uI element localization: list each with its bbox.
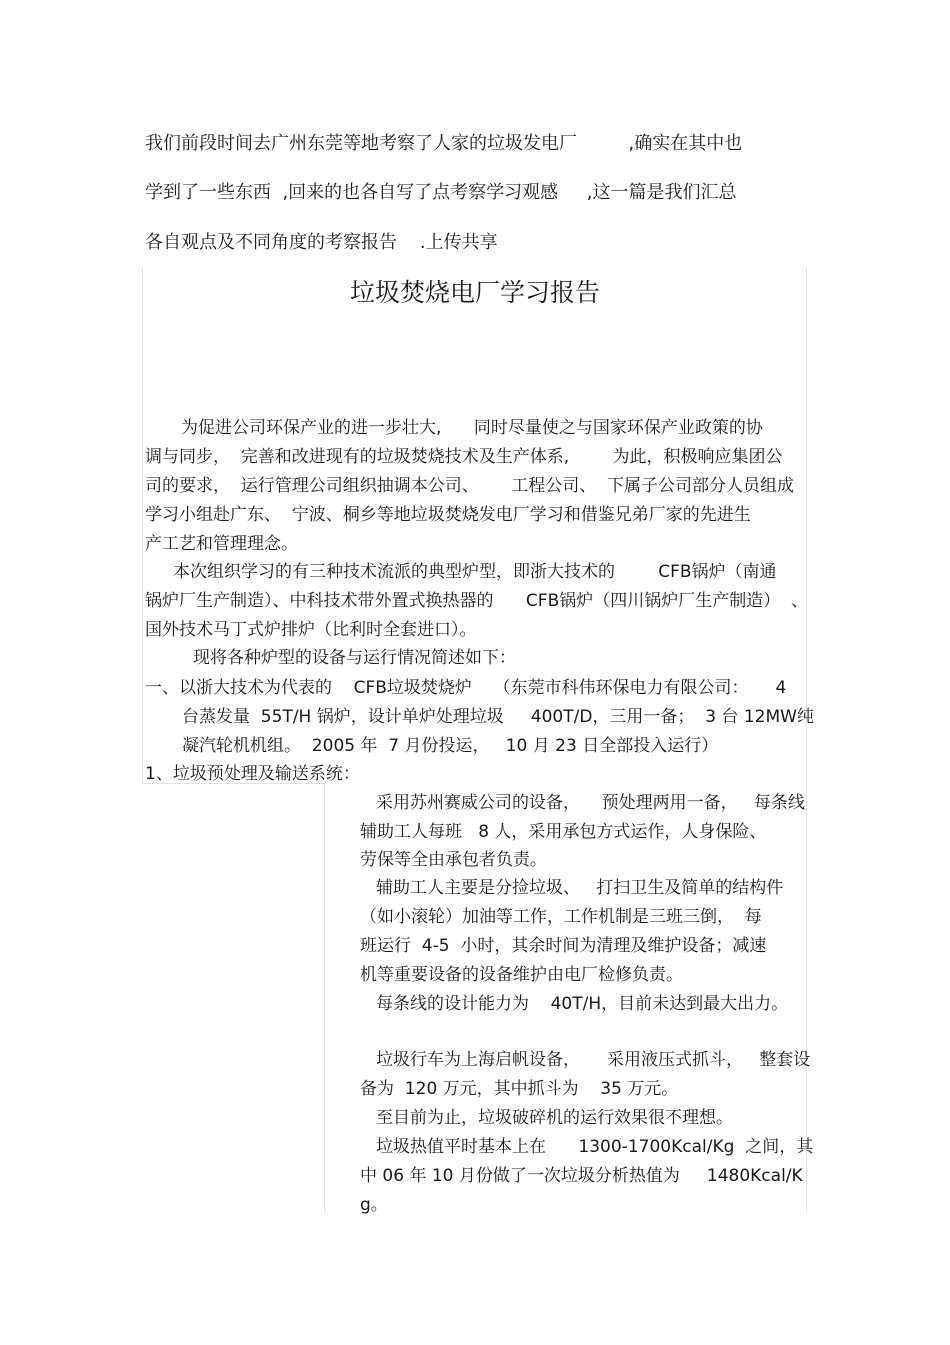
section1-heading-line-1: 一、以浙大技术为代表的 CFB垃圾焚烧炉 （东莞市科伟环保电力有限公司： 4 (145, 678, 787, 698)
detail-line-8: 每条线的设计能力为 40T/H，目前未达到最大出力。 (376, 994, 789, 1014)
paragraph3: 现将各种炉型的设备与运行情况简述如下： (193, 648, 516, 668)
detail-line-12: 垃圾热值平时基本上在 1300-1700Kcal/Kg 之间，其 (376, 1137, 814, 1157)
paragraph1-line-4: 学习小组赴广东、 宁波、桐乡等地垃圾焚烧发电厂学习和借鉴兄弟厂家的先进生 (145, 505, 751, 525)
detail-line-4: 辅助工人主要是分捡垃圾、 打扫卫生及简单的结构件 (376, 878, 784, 898)
subsection1-heading: 1、垃圾预处理及输送系统： (145, 764, 360, 784)
report-title: 垃圾焚烧电厂学习报告 (349, 278, 600, 307)
detail-line-10: 备为 120 万元，其中抓斗为 35 万元。 (360, 1079, 679, 1099)
paragraph2-line-3: 国外技术马丁式炉排炉（比利时全套进口）。 (145, 620, 477, 640)
report-frame-left (142, 268, 143, 783)
paragraph1-line-5: 产工艺和管理理念。 (145, 534, 298, 554)
section1-heading-line-2: 台蒸发量 55T/H 锅炉，设计单炉处理垃圾 400T/D，三用一备； 3 台 12MW纯 (182, 707, 814, 727)
detail-line-2: 辅助工人每班 8 人，采用承包方式运作，人身保险、 (360, 822, 767, 842)
paragraph1-line-2: 调与同步， 完善和改进现有的垃圾焚烧技术及生产体系, 为此，积极响应集团公 (145, 447, 783, 467)
paragraph2-line-2: 锅炉厂生产制造）、中科技术带外置式换热器的 CFB锅炉（四川锅炉厂生产制造） 、 (145, 591, 809, 611)
detail-line-13: 中 06 年 10 月份做了一次垃圾分析热值为 1480Kcal/K (360, 1166, 803, 1186)
section1-heading-line-3: 凝汽轮机机组。 2005 年 7 月份投运， 10 月 23 日全部投入运行） (182, 736, 719, 756)
detail-line-9: 垃圾行车为上海启帆设备， 采用液压式抓斗， 整套设 (376, 1050, 811, 1070)
paragraph1-line-3: 司的要求， 运行管理公司组织抽调本公司、 工程公司、 下属子公司部分人员组成 (145, 476, 795, 496)
intro-line-3: 各自观点及不同角度的考察报告 .上传共享 (145, 232, 498, 253)
intro-line-1: 我们前段时间去广州东莞等地考察了人家的垃圾发电厂 ,确实在其中也 (145, 133, 743, 154)
detail-line-6: 班运行 4-5 小时，其余时间为清理及维护设备；减速 (360, 936, 767, 956)
detail-line-3: 劳保等全由承包者负责。 (360, 850, 547, 870)
detail-line-14: g。 (360, 1195, 388, 1215)
details-frame-left (324, 783, 325, 1213)
paragraph2-line-1: 本次组织学习的有三种技术流派的典型炉型，即浙大技术的 CFB锅炉（南通 (173, 562, 777, 582)
intro-line-2: 学到了一些东西 ,回来的也各自写了点考察学习观感 ,这一篇是我们汇总 (145, 182, 737, 203)
detail-line-5: （如小滚轮）加油等工作，工作机制是三班三倒， 每 (360, 907, 762, 927)
detail-line-1: 采用苏州赛威公司的设备， 预处理两用一备， 每条线 (376, 793, 805, 813)
paragraph1-line-1: 为促进公司环保产业的进一步壮大, 同时尽量使之与国家环保产业政策的协 (181, 418, 763, 438)
report-frame-right (806, 268, 807, 1213)
detail-line-11: 至目前为止，垃圾破碎机的运行效果很不理想。 (376, 1108, 733, 1128)
detail-line-7: 机等重要设备的设备维护由电厂检修负责。 (360, 965, 683, 985)
